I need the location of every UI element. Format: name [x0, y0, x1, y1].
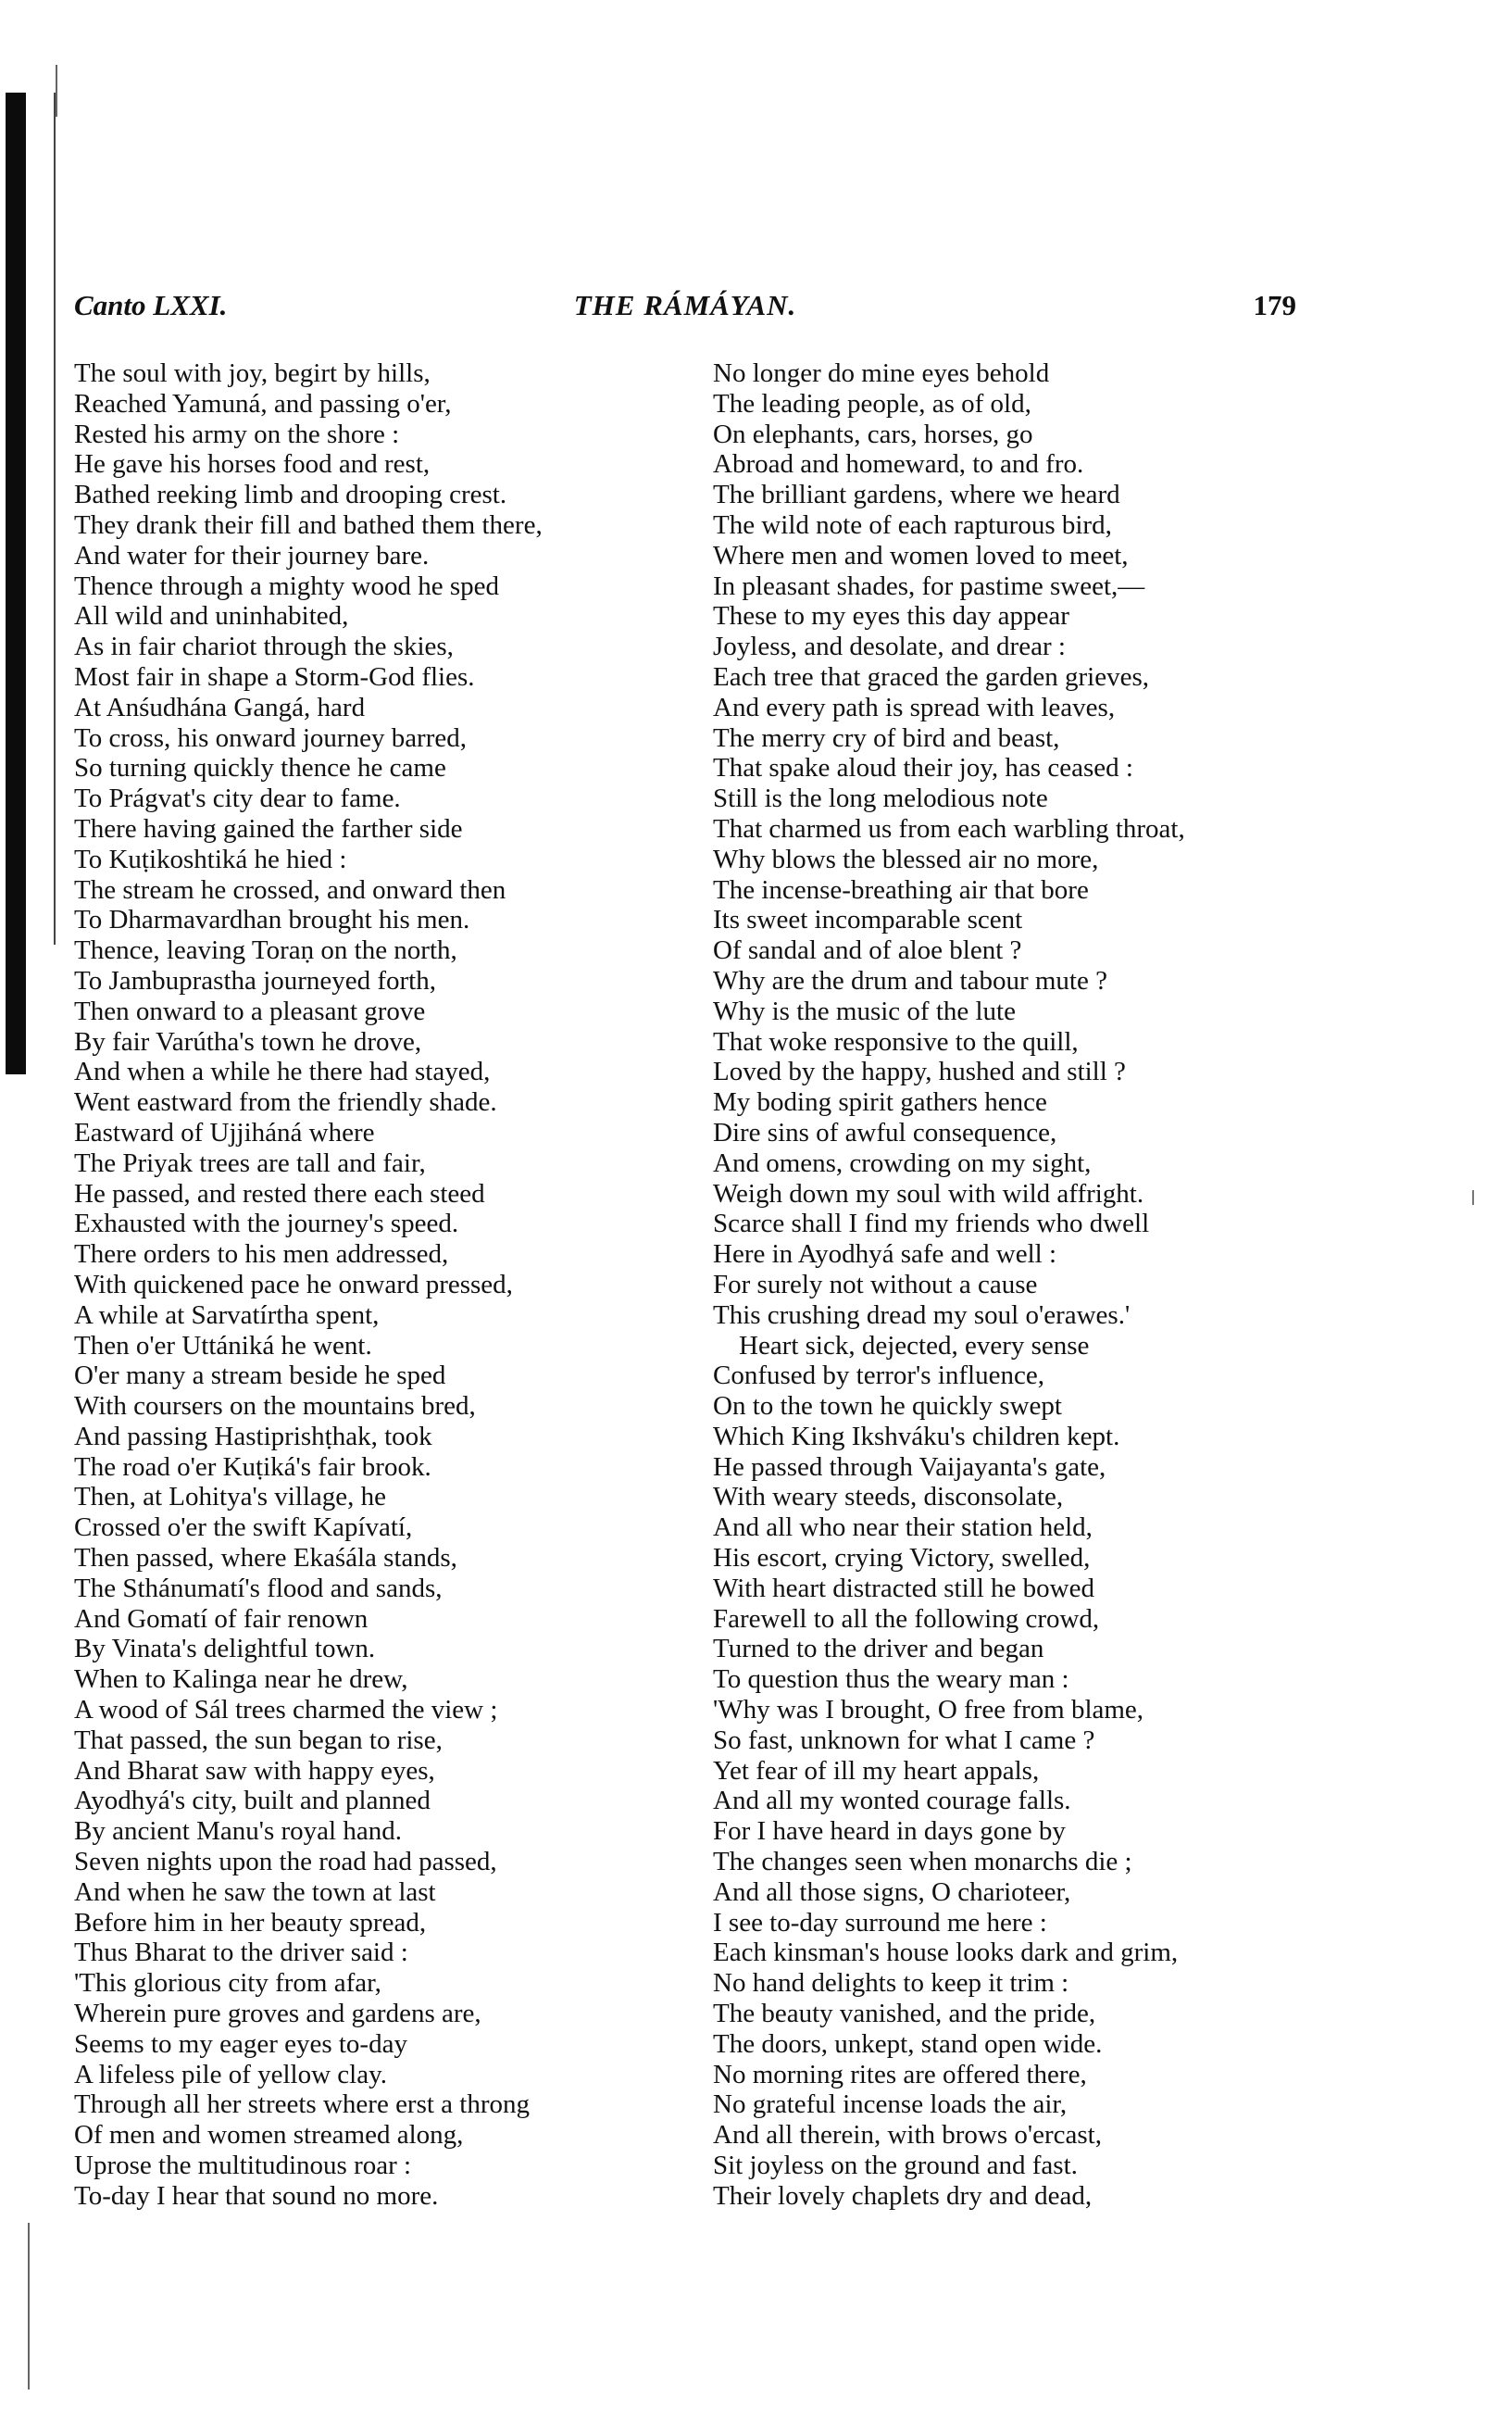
verse-line: Uprose the multitudinous roar :: [74, 2151, 412, 2181]
verse-line: Confused by terror's influence,: [713, 1361, 1044, 1391]
verse-line: Its sweet incomparable scent: [713, 905, 1023, 935]
verse-line: Went eastward from the friendly shade.: [74, 1087, 497, 1118]
verse-line: A wood of Sál trees charmed the view ;: [74, 1695, 498, 1725]
verse-line: On to the town he quickly swept: [713, 1391, 1062, 1422]
verse-line: His escort, crying Victory, swelled,: [713, 1543, 1091, 1574]
verse-line: By ancient Manu's royal hand.: [74, 1816, 402, 1847]
left-text-column: [74, 358, 685, 2212]
verse-line: The beauty vanished, and the pride,: [713, 1999, 1096, 2029]
verse-line: To cross, his onward journey barred,: [74, 722, 467, 753]
verse-line: The stream he crossed, and onward then: [74, 874, 506, 905]
verse-line: And water for their journey bare.: [74, 540, 430, 571]
verse-line: The leading people, as of old,: [713, 388, 1031, 419]
verse-line: The Sthánumatí's flood and sands,: [74, 1573, 443, 1603]
verse-line: No longer do mine eyes behold: [713, 358, 1050, 388]
verse-line: That charmed us from each warbling throat,: [713, 813, 1185, 844]
verse-line: The soul with joy, begirt by hills,: [74, 358, 431, 388]
verse-line: With heart distracted still he bowed: [713, 1573, 1094, 1603]
verse-line: Joyless, and desolate, and drear :: [713, 632, 1066, 662]
running-header: [74, 289, 1296, 330]
verse-line: At Anśudhána Gangá, hard: [74, 692, 366, 722]
verse-line: Turned to the driver and began: [713, 1634, 1044, 1664]
verse-line: Farewell to all the following crowd,: [713, 1603, 1100, 1634]
verse-line: Of men and women streamed along,: [74, 2120, 464, 2151]
verse-line: To Prágvat's city dear to fame.: [74, 784, 401, 814]
verse-line: With quickened pace he onward pressed,: [74, 1269, 513, 1299]
verse-line: Bathed reeking limb and drooping crest.: [74, 480, 507, 510]
binding-shadow: [6, 93, 26, 1074]
verse-line: Reached Yamuná, and passing o'er,: [74, 388, 452, 419]
verse-line: The brilliant gardens, where we heard: [713, 480, 1120, 510]
verse-line: Exhausted with the journey's speed.: [74, 1209, 459, 1239]
verse-line: To Kuṭikoshtiká he hied :: [74, 844, 347, 874]
verse-line: For I have heard in days gone by: [713, 1816, 1066, 1847]
verse-line: Why is the music of the lute: [713, 996, 1016, 1026]
verse-line: And all who near their station held,: [713, 1512, 1093, 1543]
verse-line: Still is the long melodious note: [713, 784, 1048, 814]
verse-line: And passing Hastiprishṭhak, took: [74, 1421, 432, 1451]
canto-label: Canto LXXI.: [74, 289, 228, 321]
verse-line: Crossed o'er the swift Kapívatí,: [74, 1512, 413, 1543]
verse-line: With coursers on the mountains bred,: [74, 1391, 476, 1422]
verse-line: The changes seen when monarchs die ;: [713, 1847, 1132, 1877]
verse-line: The doors, unkept, stand open wide.: [713, 2028, 1103, 2059]
verse-line: O'er many a stream beside he sped: [74, 1361, 446, 1391]
verse-line: Then onward to a pleasant grove: [74, 996, 426, 1026]
verse-line: Then o'er Uttániká he went.: [74, 1330, 372, 1361]
verse-line: Here in Ayodhyá safe and well :: [713, 1239, 1056, 1270]
verse-line: When to Kalinga near he drew,: [74, 1664, 408, 1695]
verse-line: That spake aloud their joy, has ceased :: [713, 753, 1133, 784]
verse-line: Then passed, where Ekaśála stands,: [74, 1543, 457, 1574]
verse-line: My boding spirit gathers hence: [713, 1087, 1047, 1118]
verse-line: That passed, the sun began to rise,: [74, 1725, 443, 1755]
verse-line: Which King Ikshváku's children kept.: [713, 1421, 1120, 1451]
verse-line: The road o'er Kuṭiká's fair brook.: [74, 1451, 431, 1482]
page-edge-mark-top: [56, 65, 57, 117]
verse-line: They drank their fill and bathed them there,: [74, 509, 543, 540]
verse-line: And Bharat saw with happy eyes,: [74, 1755, 435, 1786]
verse-line: Through all her streets where erst a throng: [74, 2089, 531, 2120]
verse-line: On elephants, cars, horses, go: [713, 419, 1033, 449]
verse-line: No hand delights to keep it trim :: [713, 1968, 1069, 1999]
page-edge-line: [54, 93, 56, 945]
verse-line: No morning rites are offered there,: [713, 2059, 1087, 2089]
verse-line: Then, at Lohitya's village, he: [74, 1482, 387, 1512]
verse-line: Abroad and homeward, to and fro.: [713, 449, 1084, 480]
verse-line: Weigh down my soul with wild affright.: [713, 1178, 1144, 1209]
verse-line: To question thus the weary man :: [713, 1664, 1069, 1695]
verse-line: Thence through a mighty wood he sped: [74, 571, 500, 601]
verse-line: I see to-day surround me here :: [713, 1907, 1047, 1938]
verse-line: Thence, leaving Toraṇ on the north,: [74, 935, 457, 966]
verse-line: In pleasant shades, for pastime sweet,—: [713, 571, 1145, 601]
verse-line: And all therein, with brows o'ercast,: [713, 2120, 1102, 2151]
verse-line: For surely not without a cause: [713, 1269, 1038, 1299]
verse-line: Rested his army on the shore :: [74, 419, 400, 449]
verse-line: By Vinata's delightful town.: [74, 1634, 376, 1664]
verse-line: 'Why was I brought, O free from blame,: [713, 1695, 1144, 1725]
right-text-column: [713, 358, 1324, 2212]
verse-line: The wild note of each rapturous bird,: [713, 509, 1112, 540]
page-number: 179: [1253, 289, 1296, 321]
verse-line: There orders to his men addressed,: [74, 1239, 449, 1270]
verse-line: These to my eyes this day appear: [713, 601, 1069, 632]
verse-line: Wherein pure groves and gardens are,: [74, 1999, 481, 2029]
verse-line: And all my wonted courage falls.: [713, 1786, 1071, 1816]
margin-mark: [1472, 1190, 1474, 1205]
verse-line: Yet fear of ill my heart appals,: [713, 1755, 1040, 1786]
verse-line: Each tree that graced the garden grieves,: [713, 661, 1149, 692]
verse-line: Ayodhyá's city, built and planned: [74, 1786, 431, 1816]
verse-line: The merry cry of bird and beast,: [713, 722, 1060, 753]
verse-line: Their lovely chaplets dry and dead,: [713, 2180, 1093, 2211]
verse-line: So fast, unknown for what I came ?: [713, 1725, 1095, 1755]
verse-line: And when a while he there had stayed,: [74, 1057, 491, 1087]
verse-line: Sit joyless on the ground and fast.: [713, 2151, 1078, 2181]
page-edge-mark-bottom: [28, 2223, 30, 2390]
verse-line: There having gained the farther side: [74, 813, 463, 844]
verse-line: And omens, crowding on my sight,: [713, 1148, 1092, 1178]
verse-line: Where men and women loved to meet,: [713, 540, 1129, 571]
verse-line: Loved by the happy, hushed and still ?: [713, 1057, 1126, 1087]
verse-line: A while at Sarvatírtha spent,: [74, 1299, 380, 1330]
verse-line: Eastward of Ujjiháná where: [74, 1117, 375, 1148]
verse-line: To-day I hear that sound no more.: [74, 2180, 439, 2211]
verse-line: Why are the drum and tabour mute ?: [713, 965, 1107, 996]
verse-line: As in fair chariot through the skies,: [74, 632, 454, 662]
verse-line: That woke responsive to the quill,: [713, 1026, 1079, 1057]
verse-line: So turning quickly thence he came: [74, 753, 446, 784]
verse-line: This crushing dread my soul o'erawes.': [713, 1299, 1131, 1330]
verse-line: He gave his horses food and rest,: [74, 449, 431, 480]
verse-line: Of sandal and of aloe blent ?: [713, 935, 1022, 966]
verse-line: With weary steeds, disconsolate,: [713, 1482, 1064, 1512]
verse-line: To Dharmavardhan brought his men.: [74, 905, 470, 935]
verse-line: He passed through Vaijayanta's gate,: [713, 1451, 1106, 1482]
verse-line: And when he saw the town at last: [74, 1876, 436, 1907]
verse-line: And all those signs, O charioteer,: [713, 1876, 1071, 1907]
verse-line: Before him in her beauty spread,: [74, 1907, 427, 1938]
verse-line: Why blows the blessed air no more,: [713, 844, 1099, 874]
verse-line: By fair Varútha's town he drove,: [74, 1026, 422, 1057]
verse-line: Most fair in shape a Storm-God flies.: [74, 661, 475, 692]
verse-line: Scarce shall I find my friends who dwell: [713, 1209, 1150, 1239]
verse-line: He passed, and rested there each steed: [74, 1178, 485, 1209]
verse-line: 'This glorious city from afar,: [74, 1968, 381, 1999]
verse-line: Heart sick, dejected, every sense: [739, 1330, 1090, 1361]
verse-line: Each kinsman's house looks dark and grim,: [713, 1938, 1179, 1968]
verse-line: A lifeless pile of yellow clay.: [74, 2059, 387, 2089]
verse-line: No grateful incense loads the air,: [713, 2089, 1068, 2120]
verse-line: Seven nights upon the road had passed,: [74, 1847, 497, 1877]
verse-line: To Jambuprastha journeyed forth,: [74, 965, 436, 996]
verse-line: The incense-breathing air that bore: [713, 874, 1089, 905]
book-title: THE RÁMÁYAN.: [573, 289, 797, 321]
verse-line: Thus Bharat to the driver said :: [74, 1938, 408, 1968]
verse-line: Seems to my eager eyes to-day: [74, 2028, 407, 2059]
verse-line: All wild and uninhabited,: [74, 601, 349, 632]
verse-line: And every path is spread with leaves,: [713, 692, 1116, 722]
verse-line: The Priyak trees are tall and fair,: [74, 1148, 426, 1178]
verse-line: And Gomatí of fair renown: [74, 1603, 369, 1634]
verse-line: Dire sins of awful consequence,: [713, 1117, 1057, 1148]
